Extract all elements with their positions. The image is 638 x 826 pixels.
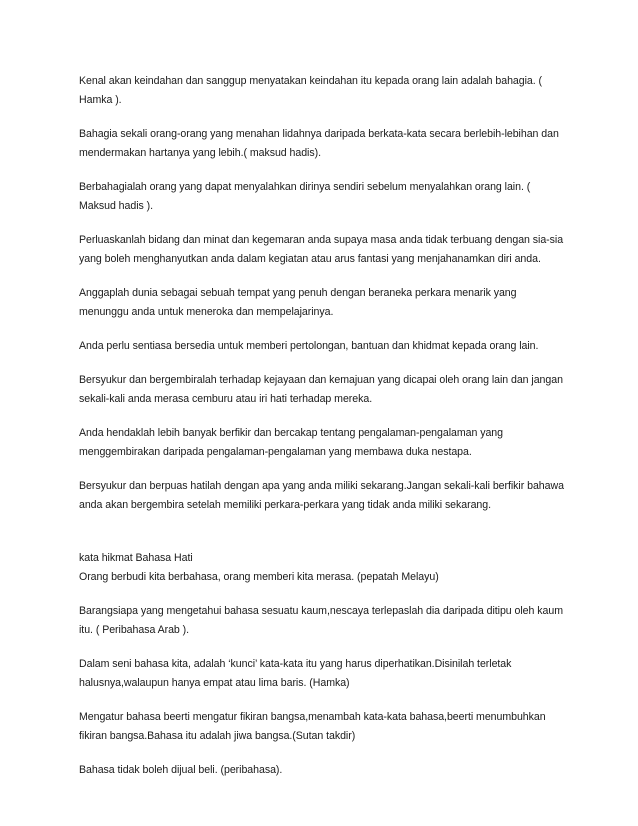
- quote-paragraph: Bersyukur dan berpuas hatilah dengan apa yang anda miliki sekarang.Jangan sekali-kali berfikir bahawa anda akan bergembira setelah memiliki perkara-perkara yang tidak anda miliki sekarang.: [79, 480, 564, 511]
- quote-paragraph: Mengatur bahasa beerti mengatur fikiran bangsa,menambah kata-kata bahasa,beerti menumbuhkan fikiran bangsa.Bahasa itu adalah jiwa bangsa.(Sutan takdir): [79, 711, 546, 742]
- quote-paragraph: Bahagia sekali orang-orang yang menahan lidahnya daripada berkata-kata secara berlebih-lebihan dan mendermakan hartanya yang lebih.( maksud hadis).: [79, 128, 559, 159]
- section-spacer: [79, 530, 569, 549]
- quote-paragraph: Orang berbudi kita berbahasa, orang memberi kita merasa. (pepatah Melayu): [79, 571, 439, 583]
- quote-paragraph: Anggaplah dunia sebagai sebuah tempat yang penuh dengan beraneka perkara menarik yang menunggu anda untuk meneroka dan mempelajarinya.: [79, 287, 517, 318]
- quote-paragraph: Perluaskanlah bidang dan minat dan kegemaran anda supaya masa anda tidak terbuang dengan sia-sia yang boleh menghanyutkan anda dalam kegiatan atau arus fantasi yang menjahanamkan diri anda.: [79, 234, 564, 265]
- quote-paragraph: Dalam seni bahasa kita, adalah ‘kunci’ kata-kata itu yang harus diperhatikan.Disinilah terletak halusnya,walaupun hanya empat atau lima baris. (Hamka): [79, 658, 512, 689]
- section-heading: kata hikmat Bahasa Hati: [79, 552, 193, 564]
- quote-paragraph: Berbahagialah orang yang dapat menyalahkan dirinya sendiri sebelum menyalahkan orang lain. ( Maksud hadis ).: [79, 181, 531, 212]
- quote-paragraph: Barangsiapa yang mengetahui bahasa sesuatu kaum,nescaya terlepaslah dia daripada ditipu oleh kaum itu. ( Peribahasa Arab ).: [79, 605, 563, 636]
- document-body: [79, 72, 569, 795]
- quote-paragraph: Anda hendaklah lebih banyak berfikir dan bercakap tentang pengalaman-pengalaman yang menggembirakan daripada pengalaman-pengalaman yang membawa duka nestapa.: [79, 427, 503, 458]
- quote-paragraph: Anda perlu sentiasa bersedia untuk memberi pertolongan, bantuan dan khidmat kepada orang lain.: [79, 340, 539, 352]
- quote-paragraph: Bahasa tidak boleh dijual beli. (peribahasa).: [79, 764, 283, 776]
- quote-paragraph: Bersyukur dan bergembiralah terhadap kejayaan dan kemajuan yang dicapai oleh orang lain dan jangan sekali-kali anda merasa cemburu atau iri hati terhadap mereka.: [79, 374, 563, 405]
- quote-paragraph: Kenal akan keindahan dan sanggup menyatakan keindahan itu kepada orang lain adalah bahagia. ( Hamka ).: [79, 75, 543, 106]
